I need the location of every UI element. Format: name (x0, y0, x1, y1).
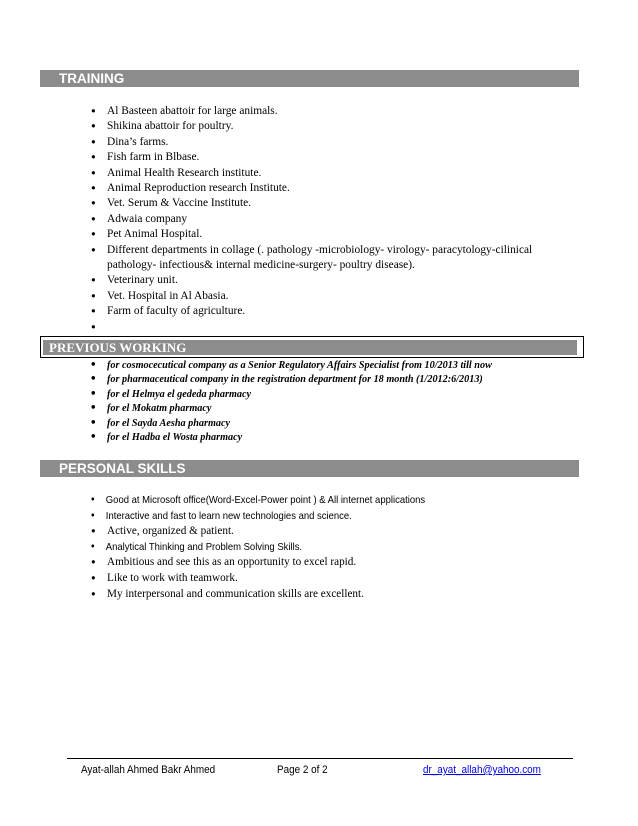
list-item: • Like to work with teamwork. (90, 571, 570, 587)
list-item: • Pet Animal Hospital. (90, 227, 560, 242)
previous-working-list (90, 359, 570, 445)
previous-working-header (40, 336, 584, 358)
list-item: • Dina’s farms. (90, 135, 560, 150)
list-item: • My interpersonal and communication skills are excellent. (90, 587, 570, 603)
personal-skills-list (90, 493, 570, 602)
list-item: • Active, organized & patient. (90, 524, 570, 540)
footer-name: Ayat-allah Ahmed Bakr Ahmed (81, 764, 216, 776)
list-item: • Al Basteen abattoir for large animals. (90, 104, 560, 119)
list-item: • Vet. Hospital in Al Abasia. (90, 289, 560, 304)
list-item: • Fish farm in Blbase. (90, 150, 560, 165)
list-item: • for cosmocecutical company as a Senior Regulatory Affairs Specialist from 10/2013 till now (90, 359, 570, 373)
list-item: • Veterinary unit. (90, 273, 560, 288)
list-item: • for el Sayda Aesha pharmacy (90, 417, 570, 431)
list-item: • Farm of faculty of agriculture. (90, 304, 560, 319)
list-item: • Animal Health Research institute. (90, 166, 560, 181)
list-item: • for pharmaceutical company in the registration department for 18 month (1/2012:6/2013) (90, 373, 570, 387)
footer-page-number: Page 2 of 2 (277, 764, 328, 776)
list-item: • Vet. Serum & Vaccine Institute. (90, 196, 560, 211)
training-header (40, 70, 579, 87)
list-item: • Interactive and fast to learn new technologies and science. (90, 509, 536, 525)
footer-divider (67, 758, 573, 759)
list-item: • Shikina abattoir for poultry. (90, 119, 560, 134)
list-item: • Different departments in collage (. pathology -microbiology- virology- paracytology-cilinical pathology- infectious& internal medicine-surgery- poultry disease). (90, 243, 560, 274)
list-item: • Analytical Thinking and Problem Solving Skills. (90, 540, 536, 556)
personal-skills-title: PERSONAL SKILLS (59, 461, 186, 476)
footer-email-link[interactable]: dr_ayat_allah@yahoo.com (423, 764, 541, 776)
list-item (90, 320, 560, 335)
list-item: • Adwaia company (90, 212, 560, 227)
list-item: • for el Helmya el gededa pharmacy (90, 388, 570, 402)
list-item: • Ambitious and see this as an opportunity to excel rapid. (90, 555, 570, 571)
list-item: • Animal Reproduction research Institute. (90, 181, 560, 196)
previous-working-title: PREVIOUS WORKING (43, 340, 577, 355)
training-list (90, 104, 560, 335)
list-item: • for el Mokatm pharmacy (90, 402, 570, 416)
list-item: • Good at Microsoft office(Word-Excel-Power point ) & All internet applications (90, 493, 536, 509)
list-item: • for el Hadba el Wosta pharmacy (90, 431, 570, 445)
training-title: TRAINING (59, 71, 125, 86)
personal-skills-header (40, 460, 579, 477)
